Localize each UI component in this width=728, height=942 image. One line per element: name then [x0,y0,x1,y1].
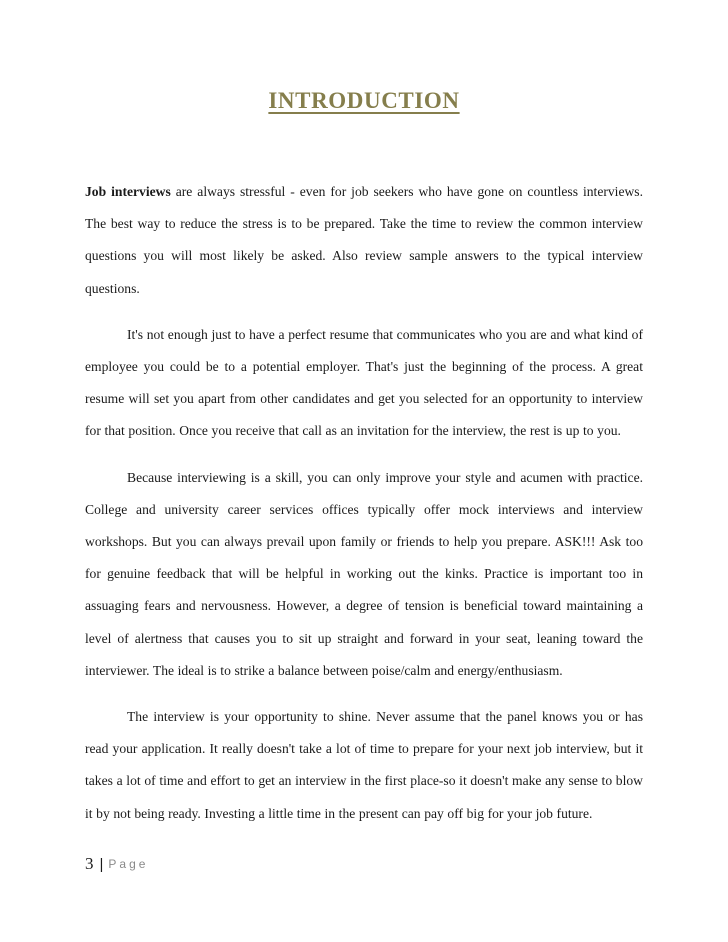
page-number: 3 [85,854,94,873]
paragraph-1 [85,176,643,305]
page-label: Page [108,857,149,871]
paragraph-1-bold-lead: Job interviews [85,184,171,199]
page-footer [85,852,148,876]
body-content [85,176,643,844]
paragraph-1-text: are always stressful - even for job seekers who have gone on countless interviews. The best way to reduce the stress is to be prepared. Take the time to review the common interview questions you will most likely be asked. Also review sample answers to the typical interview questions. [85,184,643,296]
paragraph-2: It's not enough just to have a perfect resume that communicates who you are and what kind of employee you could be to a potential employer. That's just the beginning of the process. A great resume will set you apart from other candidates and get you selected for an opportunity to interview for that position. Once you receive that call as an invitation for the interview, the rest is up to you. [85,326,643,439]
page-title: INTRODUCTION [268,88,460,113]
paragraph-3: Because interviewing is a skill, you can only improve your style and acumen with practice. College and university career services offices typically offer mock interviews and interview workshops. But you can always prevail upon family or friends to help you prepare. ASK!!! Ask too for genuine feedback that will be helpful in working out the kinks. Practice is important too in assuaging fears and nervousness. However, a degree of tension is beneficial toward maintaining a level of alertness that causes you to sit up straight and forward in your seat, leaning toward the interviewer. The ideal is to strike a balance between poise/calm and energy/enthusiasm. [85,469,643,678]
footer-separator: | [99,855,104,873]
paragraph-4: The interview is your opportunity to shine. Never assume that the panel knows you or has read your application. It really doesn't take a lot of time to prepare for your next job interview, but it takes a lot of time and effort to get an interview in the first place-so it doesn't make any sense to blow it by not being ready. Investing a little time in the present can pay off big for your job future. [85,709,643,821]
